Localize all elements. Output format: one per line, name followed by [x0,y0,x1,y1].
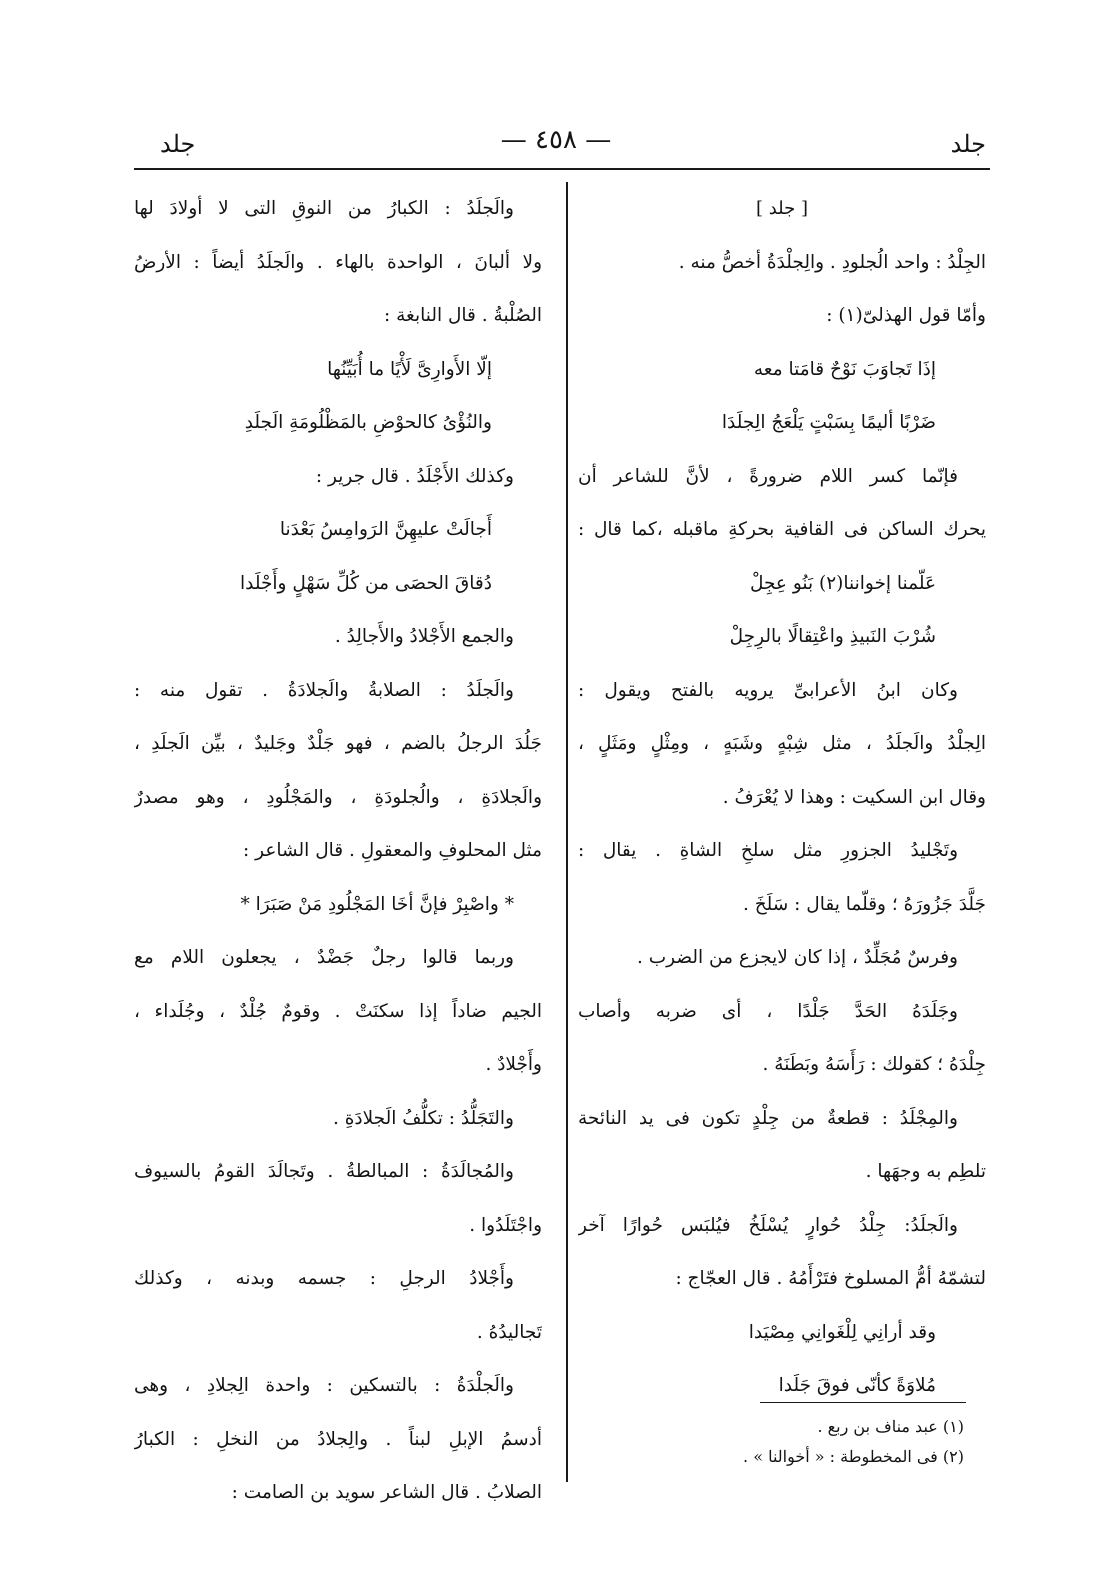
text-line: وأَجْلادُ الرجلِ : جسمه وبدنه ، وكذلك [134,1268,514,1289]
text-line: وأَجْلادٌ . [485,1054,542,1075]
text-line: فإنّما كسر اللام ضرورةً ، لأنَّ للشاعر أن [578,465,958,487]
text-line: الجِلْدُ : واحد الُجلودِ . والِجلْدَةُ أخصُّ منه . [678,251,986,273]
text-line: وربما قالوا رجلٌ جَضْدٌ ، يجعلون اللام مع [134,947,514,968]
text-line: الصُلْبةُ . قال النابغة : [384,305,542,326]
verse-line: أَجالَتْ عليهِنَّ الرَوامِسُ بَعْدَنا [279,519,492,540]
footnotes [743,1412,964,1472]
text-line: جَلَّدَ جَزُورَهُ ؛ وقلّما يقال : سَلَخَ . [742,893,986,915]
text-line: تَجاليدُهُ . [476,1321,542,1343]
text-line: وتَجْليدُ الجزورِ مثل سلخِ الشاةِ . يقال : [578,840,958,861]
footnote: (١) عبد مناف بن ربع . [817,1417,964,1436]
column-divider [566,182,568,1482]
text-line: وكان ابنُ الأعرابىِّ يرويه بالفتح ويقول : [578,679,958,701]
text-line: لتشمّهُ أمُّ المسلوخ فتَرْأَمُهُ . قال العجّاج : [675,1268,986,1289]
verse-line: دُقاقَ الحصَى من كُلِّ سَهْلٍ وأَجْلَدا [240,572,492,594]
text-line: والَجلَدُ: جِلْدُ حُوارٍ يُسْلَخُ فيُلبَس حُوارًا آخر [578,1214,958,1236]
footnote: (٢) فى المخطوطة : « أخوالنا » . [743,1447,964,1466]
text-line: والمِجْلَدُ : قطعةٌ من جِلْدٍ تكون فى يد النائحة [578,1107,958,1129]
running-head-left: جلد [160,130,196,158]
verse-line: * واصْبِرْ فإنَّ أخَا المَجْلُودِ مَنْ صَبَرَا * [240,893,514,915]
verse-line: والنُؤْىُ كالحوْضِ بالمَظْلُومَةِ الَجلَدِ [244,412,492,433]
text-line: والمُجالَدَةُ : المبالطةُ . وتَجالَدَ القومُ بالسيوف [134,1161,514,1182]
text-line: أدسمُ الإبلِ لبناً . والِجلادُ من النخلِ : الكبارُ [134,1428,542,1450]
running-head-right: جلد [950,130,986,158]
text-line: جَلُدَ الرجلُ بالضم ، فهو جَلْدٌ وجَليدٌ ، بيِّن الَجلَدِ ، [134,733,542,754]
entry-heading: [ جلد ] [755,198,809,219]
text-line: الِجلْدُ والَجلَدُ ، مثل شِبْهٍ وشَبَهٍ ، ومِثْلٍ ومَثَلٍ ، [578,733,986,754]
verse-line: وقد أرانِي لِلْغَوانِي مِصْيَدا [748,1321,936,1343]
text-line: والَجلَدُ : الصلابةُ والَجلادَةُ . تقول منه : [134,679,514,701]
text-line: تلطِم به وجهَها . [865,1161,986,1182]
text-line: وكذلك الأَجْلَدُ . قال جرير : [315,465,514,487]
text-line: واجْتَلَدُوا . [469,1214,542,1236]
text-line: وأمّا قول الهذلىّ(١) : [826,305,986,326]
text-line: مثل المحلوفِ والمعقولِ . قال الشاعر : [243,840,542,861]
text-line: والَجلادَةِ ، والُجلودَةِ ، والمَجْلُودِ ، وهو مصدرٌ [134,786,542,808]
text-line: ولا ألبانَ ، الواحدة بالهاء . والَجلَدُ أيضاً : الأرضُ [134,251,542,273]
verse-line: عَلّمنا إخواننا(٢) بَنُو عِجِلْ [749,572,936,594]
verse-line: إلّا الأَوارِىَّ لَأْيًا ما أُبَيِّنُها [327,358,492,380]
text-line: جِلْدَهُ ؛ كقولك : رَأَسَهُ وبَطَنَهُ . [762,1054,986,1075]
right-column [578,182,986,1413]
text-line: والَجلْدَةُ : بالتسكين : واحدة الِجلادِ ، وهى [134,1375,514,1396]
header-rule [134,168,990,170]
footnote-rule [760,1402,966,1403]
verse-line: شُرْبَ النَبيذِ واعْتِقالًا بالرِجِلْ [729,626,936,647]
verse-line: ضَرْبًا أليمًا بِسَبْتٍ يَلْعَجُ الِجلَدَا [721,412,936,433]
text-line: وجَلَدَهُ الحَدَّ جَلْدًا ، أى ضربه وأصاب [578,1000,958,1022]
left-column [134,182,542,1520]
text-line: والتَجَلُّدُ : تكلُّفُ الَجلادَةِ . [332,1107,514,1129]
text-line: الصلابُ . قال الشاعر سويد بن الصامت : [231,1482,542,1503]
text-line: والَجلَدُ : الكبارُ من النوقِ التى لا أولادَ لها [134,198,514,219]
text-line: وفرسٌ مُجَلِّدٌ ، إذا كان لايجزع من الضرب . [636,947,958,968]
verse-line: مُلاوَةً كأنّى فوقَ جَلَدا [778,1375,936,1396]
text-line: والجمع الأَجْلادُ والأَجالِدُ . [334,626,514,647]
page-number: — ٤٥٨ — [500,125,612,155]
text-line: الجيم ضاداً إذا سكنَتْ . وقومٌ جُلْدٌ ، وجُلَداء ، [134,1000,542,1022]
text-line: وقال ابن السكيت : وهذا لا يُعْرَفُ . [722,786,986,808]
verse-line: إذَا تَجاوَبَ نَوْحٌ قامَتا معه [753,358,936,380]
text-line: يحرك الساكن فى القافية بحركةِ ماقبله ،كما قال : [578,519,986,540]
